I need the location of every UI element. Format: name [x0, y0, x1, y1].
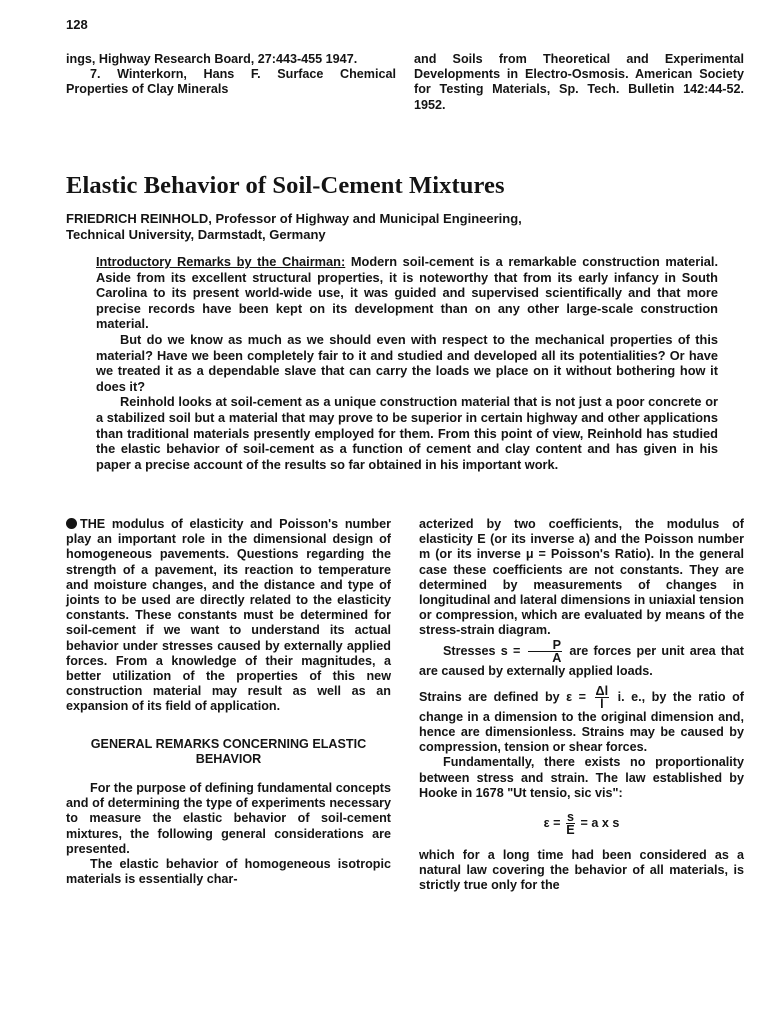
strain-text-end: i. e., by the ratio of change in a dimension to the original dimension and, hence are dimensionless. Strains may be caused by compression, tension or shear forces.: [419, 689, 745, 755]
reference-item-7-continued: and Soils from Theoretical and Experimental Developments in Electro-Osmosis. American Society for Testing Materials, Sp. Tech. Bulletin 142:44-52. 1952.: [414, 52, 744, 112]
hooke-fraction: [566, 811, 575, 836]
page-number: 128: [66, 17, 88, 32]
hooke-formula: [419, 811, 744, 836]
body-text: [66, 517, 744, 894]
body-right-column: [419, 517, 744, 894]
bullet-dot-icon: [66, 518, 77, 529]
body-left-column: [66, 517, 391, 894]
stress-denominator: A: [552, 650, 562, 665]
body-paragraph-1: [66, 517, 391, 715]
stress-definition: [419, 639, 744, 679]
body-paragraph-continued: acterized by two coefficients, the modulus of elasticity E (or its inverse a) and the Poisson number m (or its inverse μ = Poisson's Ratio). In the general case these coefficients are not constants. They are determined by measurements of changes in longitudinal and lateral dimensions in uniaxial tension or compression, which are evaluated by means of the stress-strain diagram.: [419, 517, 744, 638]
strain-definition: [419, 685, 744, 756]
stress-numerator: P: [528, 639, 562, 652]
intro-paragraph-2: But do we know as much as we should even with respect to the mechanical properties of this material? Have we been completely fair to it and studied and developed all its potentialities? Or have we treated it as a dependable slave that can carry the loads we place on it without bothering how it does it?: [96, 331, 718, 394]
hooke-formula-start: ε =: [543, 815, 564, 830]
author-affiliation: [66, 211, 706, 243]
reference-continuation: ings, Highway Research Board, 27:443-455 1947.: [66, 52, 358, 66]
body-paragraph-3: The elastic behavior of homogeneous isotropic materials is essentially char-: [66, 857, 391, 887]
strain-text-start: Strains are defined by ε =: [419, 689, 593, 704]
strain-fraction: [595, 685, 610, 710]
body-paragraph-last: which for a long time had been considered as a natural law covering the behavior of all materials, is strictly true only for the: [419, 848, 744, 893]
hooke-formula-end: = a x s: [576, 815, 620, 830]
intro-label: Introductory Remarks by the Chairman:: [96, 254, 346, 269]
introductory-remarks: [96, 254, 718, 472]
references-section: [66, 52, 744, 113]
references-right-column: [414, 52, 744, 113]
body-paragraph-1-text: THE modulus of elasticity and Poisson's number play an important role in the dimensional design of homogeneous pavements. Questions regarding the strength of a pavement, its reaction to temperature and moisture changes, and the distance and type of joints to be used are directly related to the elasticity constants. These constants must be determined for soil-cement if we want to understand its actual behavior under stresses caused by externally applied forces. From a knowledge of their magnitudes, a better utilization of the properties of this new construction material may result as well as an expansion of its field of application.: [66, 517, 391, 714]
stress-fraction: [528, 639, 562, 664]
strain-denominator: l: [600, 696, 604, 711]
reference-item-7: 7. Winterkorn, Hans F. Surface Chemical Properties of Clay Minerals: [66, 67, 396, 97]
body-paragraph-hooke: Fundamentally, there exists no proportionality between stress and strain. The law established by Hooke in 1678 "Ut tensio, sic vis":: [419, 755, 744, 800]
intro-paragraph-1: [96, 254, 718, 332]
hooke-numerator: s: [566, 810, 574, 825]
intro-paragraph-1-text: Modern soil-cement is a remarkable construction material. Aside from its excellent structural properties, it is noteworthy that from its early infancy in South Carolina to its present world-wide use, it was guided and supervised scientifically and that more precise records have been kept on its development than on any other large-scale construction material.: [96, 254, 718, 332]
stress-text-start: Stresses s =: [443, 643, 526, 658]
hooke-denominator: E: [566, 823, 575, 838]
author-line-2: Technical University, Darmstadt, Germany: [66, 227, 326, 242]
stress-text-end: are forces per unit area that are caused by externally applied loads.: [419, 643, 744, 678]
strain-numerator: Δl: [595, 683, 609, 698]
article-title: Elastic Behavior of Soil-Cement Mixtures: [66, 172, 505, 199]
intro-paragraph-3: Reinhold looks at soil-cement as a unique construction material that is not just a poor concrete or a stabilized soil but a material that may prove to be superior in certain highway and other applications than traditional materials presently employed for them. From this point of view, Reinhold has studied the elastic behavior of soil-cement as a function of cement and clay content and has given in his paper a precise account of the results so far obtained in his important work.: [96, 394, 718, 472]
references-left-column: [66, 52, 396, 113]
body-paragraph-2: For the purpose of defining fundamental concepts and of determining the type of experiments necessary to measure the elastic behavior of soil-cement mixtures, the following general considerations are presented.: [66, 781, 391, 856]
author-line-1: FRIEDRICH REINHOLD, Professor of Highway and Municipal Engineering,: [66, 211, 522, 226]
section-heading: GENERAL REMARKS CONCERNING ELASTIC BEHAVIOR: [90, 736, 367, 766]
